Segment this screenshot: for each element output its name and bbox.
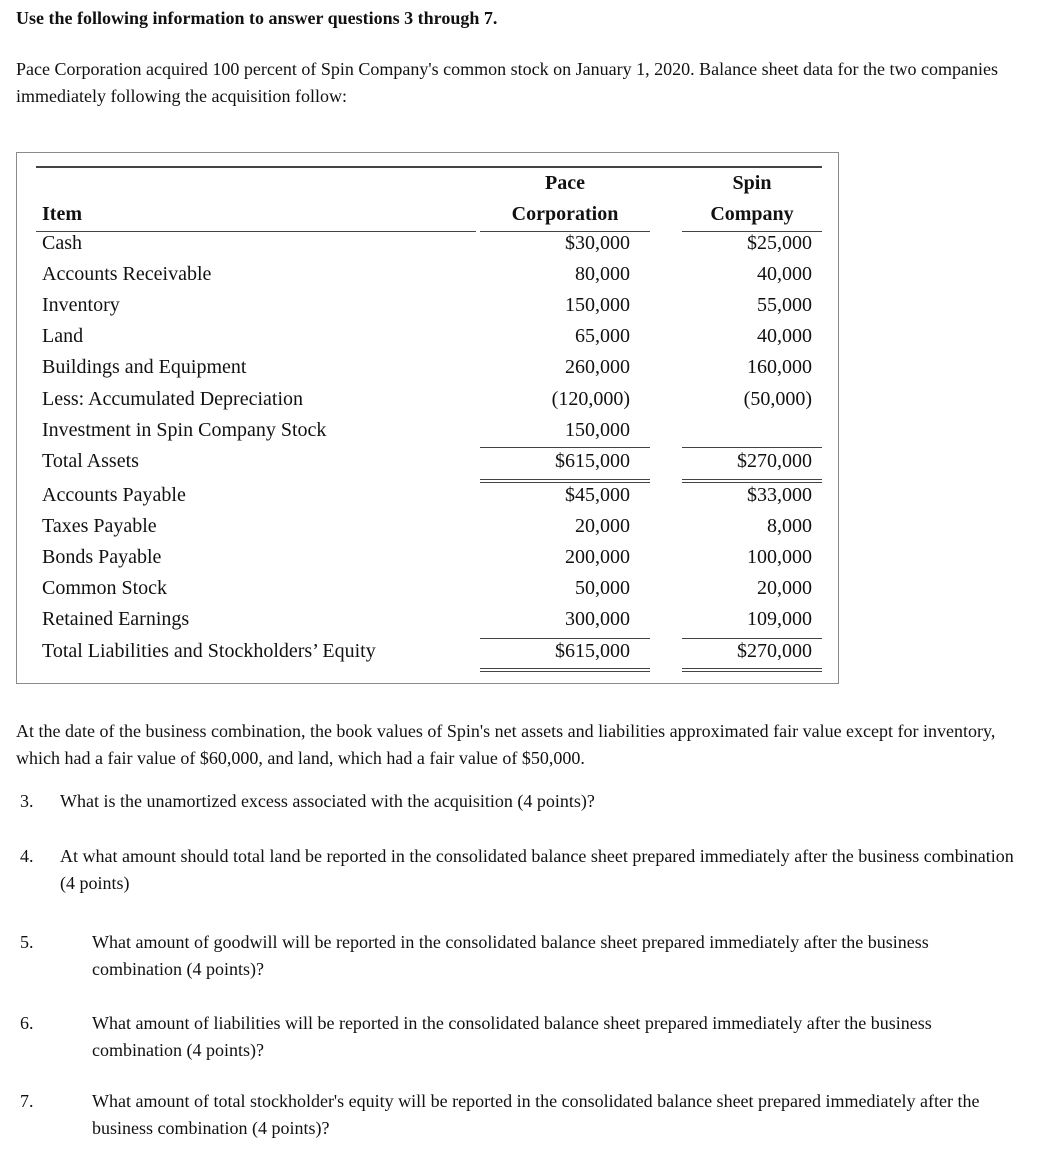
- row-spin-value: 109,000: [747, 608, 812, 630]
- row-pace-value: $30,000: [565, 232, 630, 254]
- row-item-label: Retained Earnings: [42, 608, 190, 630]
- row-pace-value: 150,000: [565, 419, 630, 441]
- row-pace-value: 65,000: [575, 325, 630, 347]
- question-5-number: 5.: [20, 932, 34, 952]
- row-item-label: Bonds Payable: [42, 546, 162, 568]
- row-item-label: Taxes Payable: [42, 515, 157, 537]
- subtotal-rule-pace: [480, 447, 650, 448]
- row-spin-value: 160,000: [747, 356, 812, 378]
- row-item-label: Accounts Payable: [42, 484, 186, 506]
- row-item-label: Total Liabilities and Stockholders’ Equity: [42, 640, 376, 662]
- row-item-label: Buildings and Equipment: [42, 356, 247, 378]
- row-pace-value: 80,000: [575, 263, 630, 285]
- instructions-heading: Use the following information to answer questions 3 through 7.: [16, 8, 498, 28]
- row-item-label: Cash: [42, 232, 82, 254]
- question-4-number: 4.: [20, 846, 34, 866]
- row-pace-value: 200,000: [565, 546, 630, 568]
- row-pace-value: 260,000: [565, 356, 630, 378]
- row-spin-value: 20,000: [757, 577, 812, 599]
- header-spin-line1: Spin: [732, 172, 772, 194]
- subtotal-rule2-pace: [480, 638, 650, 639]
- question-4-text: At what amount should total land be reported in the consolidated balance sheet prepared immediately after the business combination (4 points): [60, 846, 1014, 893]
- question-6-text: What amount of liabilities will be reported in the consolidated balance sheet prepared immediately after the business combination (4 points)?: [92, 1013, 932, 1060]
- row-pace-value: $615,000: [555, 450, 630, 472]
- question-6-number: 6.: [20, 1013, 34, 1033]
- row-spin-value: 8,000: [767, 515, 812, 537]
- header-item: Item: [42, 203, 82, 225]
- subtotal-rule2-spin: [682, 638, 822, 639]
- row-item-label: Less: Accumulated Depreciation: [42, 388, 304, 410]
- total-liab-double-rule-pace: [480, 668, 650, 672]
- intro-paragraph: Pace Corporation acquired 100 percent of Spin Company's common stock on January 1, 2020. Balance sheet data for the two companies immediately following the acquisition follow:: [16, 59, 998, 106]
- row-pace-value: 20,000: [575, 515, 630, 537]
- question-5-text: What amount of goodwill will be reported in the consolidated balance sheet prepared immediately after the business combination (4 points)?: [92, 932, 929, 979]
- header-spin-line2: Company: [710, 203, 794, 225]
- question-7-text: What amount of total stockholder's equity will be reported in the consolidated balance sheet prepared immediately after the business combination (4 points)?: [92, 1091, 980, 1138]
- question-3-text: What is the unamortized excess associated with the acquisition (4 points)?: [60, 791, 595, 811]
- row-spin-value: 40,000: [757, 325, 812, 347]
- row-item-label: Accounts Receivable: [42, 263, 212, 285]
- row-spin-value: (50,000): [743, 388, 812, 410]
- row-item-label: Common Stock: [42, 577, 168, 599]
- row-spin-value: 55,000: [757, 294, 812, 316]
- header-pace-line1: Pace: [545, 172, 585, 194]
- row-pace-value: 150,000: [565, 294, 630, 316]
- row-spin-value: $270,000: [737, 450, 812, 472]
- question-7-number: 7.: [20, 1091, 34, 1111]
- total-assets-double-rule-spin: [682, 479, 822, 483]
- row-pace-value: (120,000): [551, 388, 630, 410]
- subtotal-rule-spin: [682, 447, 822, 448]
- header-pace-line2: Corporation: [511, 203, 619, 225]
- table-top-rule: [36, 166, 822, 168]
- row-pace-value: $45,000: [565, 484, 630, 506]
- row-item-label: Total Assets: [42, 450, 139, 472]
- total-assets-double-rule-pace: [480, 479, 650, 483]
- row-spin-value: $33,000: [747, 484, 812, 506]
- row-spin-value: 40,000: [757, 263, 812, 285]
- header-underline-item: [36, 231, 476, 232]
- fair-value-note: At the date of the business combination, the book values of Spin's net assets and liabilities approximated fair value except for inventory, which had a fair value of $60,000, and land, which had a fair value of $50,000.: [16, 721, 996, 768]
- total-liab-double-rule-spin: [682, 668, 822, 672]
- row-item-label: Land: [42, 325, 84, 347]
- row-pace-value: 50,000: [575, 577, 630, 599]
- row-spin-value: 100,000: [747, 546, 812, 568]
- question-3-number: 3.: [20, 791, 34, 811]
- row-pace-value: $615,000: [555, 640, 630, 662]
- row-item-label: Investment in Spin Company Stock: [42, 419, 327, 441]
- row-spin-value: $25,000: [747, 232, 812, 254]
- row-pace-value: 300,000: [565, 608, 630, 630]
- row-item-label: Inventory: [42, 294, 120, 316]
- row-spin-value: $270,000: [737, 640, 812, 662]
